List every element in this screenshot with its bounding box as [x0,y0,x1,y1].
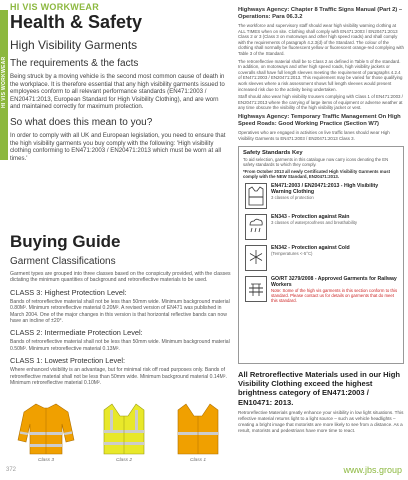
standard-item [243,214,399,242]
hw2-paragraph: Operatives who are engaged in activities on live traffic lanes should wear High Visibility Garments to EN471:2003 / EN20471:2013 Class 3. [238,129,390,141]
standard-title: GO/RT 3279/2008 - Approved Garments for Railway Workers [271,275,397,288]
footer-url-link[interactable]: www.jbs.group [343,465,402,475]
page-number: 372 [6,467,17,473]
standard-title: EN471:2003 / EN20471:2013 - High Visibility Warning Clothing [271,182,379,195]
class3-text: Bands of retroreflective material shall not be less than 50mm wide. Minimum background material 0.80M². Minimum retroreflective material 0.20M². A revised version of EN471 was published in March 2004. One of the major changes in this version is that horizontal reflective bands can now have an incline of ±20°. [10,298,230,325]
section-subtitle: High Visibility Garments [10,38,138,52]
retroreflective-heading: All Retroreflective Materials used in our High Visibility Clothing exceed the highest brightness category of EN471:2003 / EN10471: 2013. [238,370,401,407]
requirements-heading: The requirements & the facts [10,58,139,69]
standard-item [243,183,399,211]
standard-sub: (Temperatures <-5°C) [271,250,313,256]
class1-text: Where enhanced visibility is an advantage, but for minimal risk off road purposes only. Bands of retroreflective material shall not be less than 50mm wide. Minimum background material 0.14M². Minimum retroreflective material 0.10M². [10,367,227,387]
class1-vest-icon [168,402,228,456]
retroreflective-text: Retroreflective Materials greatly enhance your visibility in low light situations. This reflective material returns light to a light source – such as vehicle headlights – creating a bright image that motorists are more likely to see from a distance. As a result, motorists and pedestrians have more time to react. [238,409,404,433]
health-safety-section [10,12,230,162]
section-brand: HI VIS WORKWEAR [10,2,99,12]
law-paragraph: In order to comply with all UK and European legislation, you need to ensure that the high visibility garments you buy comply with the following: 'High visibility clothing conforming to EN471:2003 / EN20471:2013 which must be worn at all times.' [10,131,226,162]
standard-sub: 3 classes of waterproofness and breathability [271,219,357,225]
standard-item [243,245,399,273]
buying-guide-title: Buying Guide [10,232,121,251]
requirements-paragraph: Being struck by a moving vehicle is the second most common cause of death in the workplace. It is therefore essential that any high visibility garments issued to employees conform to all relevant performance standards (EN471:2003 / EN20471:2013, European Standard for High Visibility Clothing), and are worn and maintained correctly for maximum protection. [10,73,225,111]
class2-text: Bands of retroreflective material shall not be less than 50mm wide. Minimum background material 0.50M². Minimum retroreflective material 0.13M². [10,339,230,352]
railway-icon [245,276,267,302]
hw-heading: Highways Agency: Chapter 8 Traffic Signs Manual (Part 2) – Operations: Para 06.3.2 [238,7,403,20]
side-tab-label: HI VIS WORKWEAR [1,56,7,108]
hw-paragraph-1: The workforce and supervisory staff should wear high visibility warning clothing at ALL TIMES when on site. Clothing shall comply with EN471:2003 / EN20471:2013 Class 2 or 3 (Class 3 on motorways and other high speed roads) and shall comply with the requirements of paragraph 4.2.3(d) of the Standard. The colour of the clothing shall normally be fluorescent yellow or fluorescent orange-red complying with Table 3 of the Standard. [238,23,404,56]
garment-classifications-heading: Garment Classifications [10,256,116,267]
highways-agency-section [238,4,404,141]
buying-guide-section [10,232,232,386]
standard-sub: 3 classes of protection [271,195,314,201]
retroreflective-section [238,370,404,433]
class2-heading: CLASS 2: Intermediate Protection Level: [10,328,143,338]
law-heading: So what does this mean to you? [10,116,153,128]
safety-key-intro: To aid selection, garments in this catalogue now carry icons denoting the EN safety standards to which they comply. [243,157,389,168]
safety-key-note: *From October 2013 all newly Certificated High Visibility Garments must comply with the NEW Standard, EN20471:2013. [243,168,391,180]
standard-note: Note: Some of the high vis garments in this section conform to this standard. Please contact us for details on garments that do meet this standard. [271,288,398,304]
hw2-heading: Highways Agency: Temporary Traffic Management On High Speed Roads: Good Working Practice (Section W7) [238,113,401,127]
class2-vest-icon [94,402,154,456]
vest-caption: Class 3 [38,458,54,463]
rain-cloud-icon [245,214,267,240]
page-title: Health & Safety [10,12,143,32]
class3-jacket-icon [16,402,76,456]
vest-caption: Class 1 [190,458,206,463]
hw-paragraph-3: Staff should also wear high visibility trousers complying with Class 1 of EN471:2003 / EN20471:2013 where the carrying of large items of equipment or adverse weather at any time obscure the visibility of the high visibility jacket or vest. [238,94,403,111]
safety-standards-key [238,146,404,364]
standard-title: EN342 - Protection against Cold [271,244,350,251]
snowflake-icon [245,245,267,271]
classifications-intro: Garment types are grouped into three classes based on the conspicuity provided, with the classes dictating the minimum quantities of background and retroreflective materials to be used. [10,271,231,284]
class1-heading: CLASS 1: Lowest Protection Level: [10,356,126,366]
vest-caption: Class 2 [116,458,132,463]
safety-key-title: Safety Standards Key [243,150,303,156]
standard-item [243,276,399,304]
class3-heading: CLASS 3: Highest Protection Level: [10,287,127,297]
vest-illustrations [12,402,232,462]
standard-title: EN343 - Protection against Rain [271,213,350,220]
hw-paragraph-2: The retroreflective material shall be to Class 2 as defined in Table 5 of the standard. In addition, on motorways and other high speed roads, high visibility jackets or coveralls shall have full length sleeves meeting the requirement of paragraphs 4.2.4 of EN471:2003 / EN20471:2013. This requirement may be varied for those qualifying work sleeves where a risk assessment shows full length sleeves would present increased risk due to the activity being undertaken. [238,58,403,92]
hi-vis-vest-icon [245,183,267,209]
